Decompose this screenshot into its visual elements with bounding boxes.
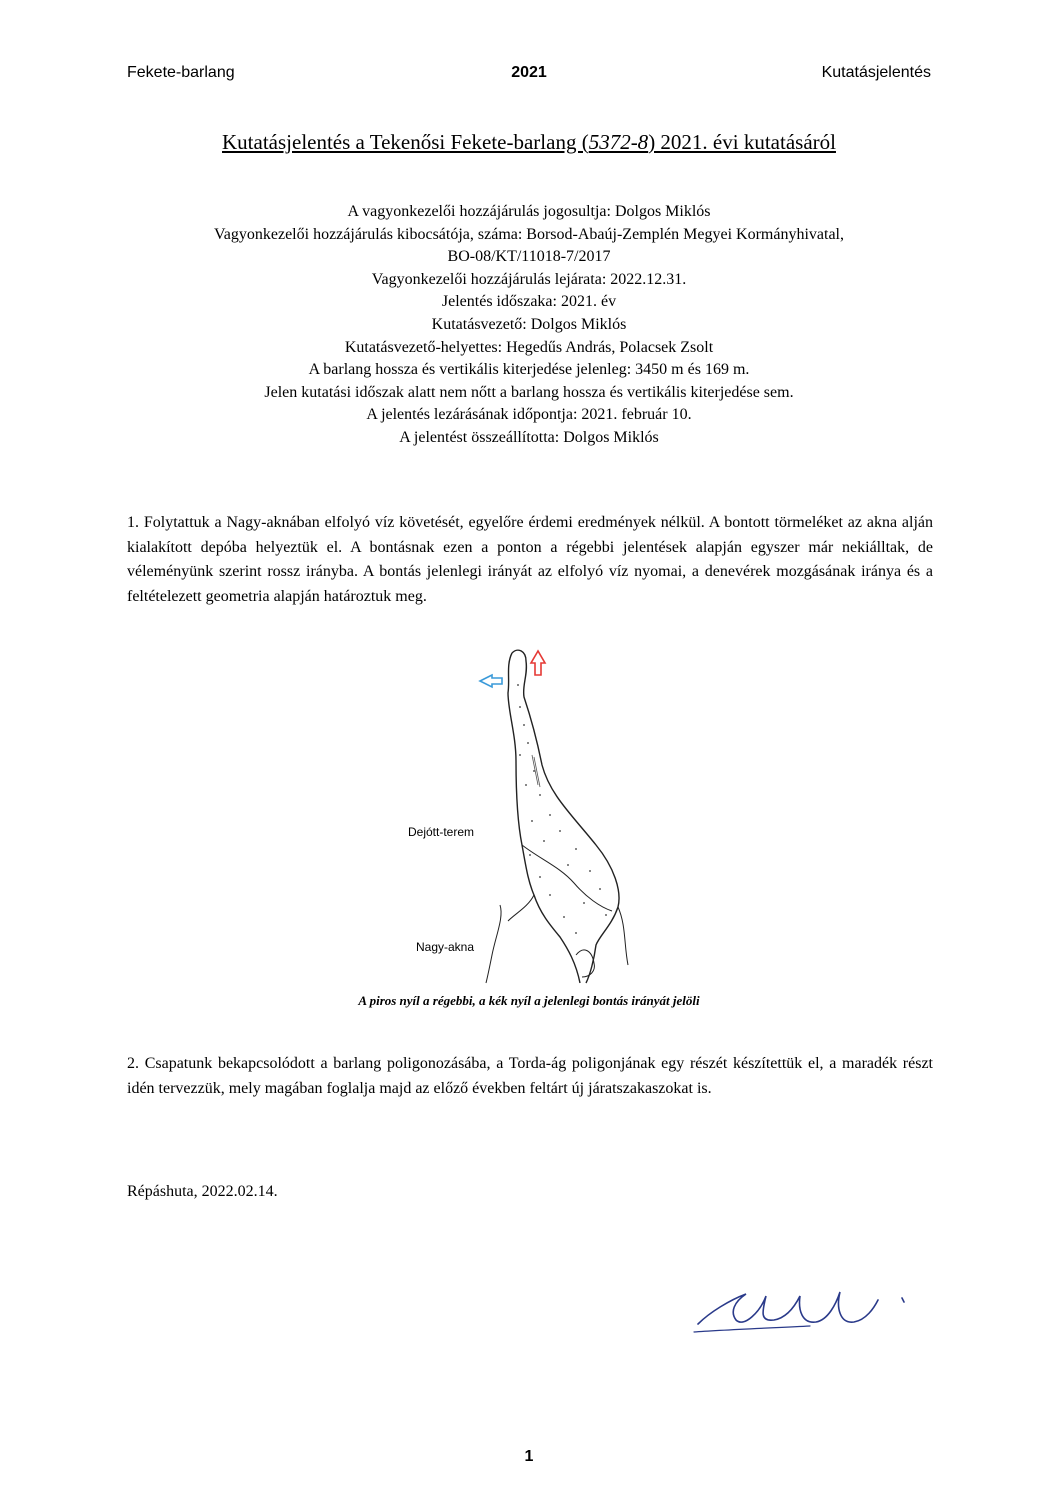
meta-line: Vagyonkezelői hozzájárulás lejárata: 2022.12.31.	[371, 270, 687, 288]
meta-line: A vagyonkezelői hozzájárulás jogosultja: Dolgos Miklós	[347, 203, 711, 220]
signature	[690, 1272, 920, 1342]
metadata-block	[0, 201, 1058, 450]
meta-line: Jelentés időszaka: 2021. év	[441, 293, 617, 311]
meta-line: A jelentés lezárásának időpontja: 2021. február 10.	[366, 406, 692, 424]
place-date: Répáshuta, 2022.02.14.	[127, 1183, 278, 1200]
meta-line: BO-08/KT/11018-7/2017	[447, 248, 611, 266]
paragraph-1: 1. Folytattuk a Nagy-aknában elfolyó víz követését, egyelőre érdemi eredmények nélkül. A bontott törmeléket az akna alján kialakított depóba helyeztük el. A bontásnak ezen a ponton a régebbi jelentések alapján egyszer már nekiálltak, de véleményünk szerint rossz irányba. A bontás jelenlegi irányát az elfolyó víz nyomai, a denevérek mozgásának iránya és a feltételezett geometria alapján határoztuk meg.	[127, 514, 933, 605]
stipple-dots	[517, 684, 607, 934]
label-dejott-terem: Dejótt-terem	[408, 825, 475, 839]
label-nagy-akna: Nagy-akna	[416, 940, 475, 954]
meta-line: Kutatásvezető-helyettes: Hegedűs András, Polacsek Zsolt	[344, 338, 714, 356]
title-part1: Kutatásjelentés a Tekenősi Fekete-barlang (	[222, 130, 589, 154]
meta-line: Vagyonkezelői hozzájárulás kibocsátója, száma: Borsod-Abaúj-Zemplén Megyei Kormányhivatal,	[213, 225, 844, 243]
title-part2: ) 2021. évi kutatásáról	[648, 130, 836, 154]
header-year: 2021	[511, 64, 547, 81]
paragraph-2: 2. Csapatunk bekapcsolódott a barlang poligonozásába, a Torda-ág poligonjának egy részét készítettük el, a maradék részt idén tervezzük, mely magában foglalja majd az előző években feltárt új járatszakaszokat is.	[127, 1055, 933, 1097]
meta-line: Kutatásvezető: Dolgos Miklós	[431, 315, 627, 333]
cave-map-drawing	[400, 645, 660, 985]
meta-line: Jelen kutatási időszak alatt nem nőtt a barlang hossza és vertikális kiterjedése sem.	[264, 383, 794, 401]
meta-line: A jelentést összeállította: Dolgos Miklós	[399, 428, 659, 446]
cave-map-figure	[400, 645, 660, 985]
red-arrow-icon	[531, 651, 545, 675]
figure-caption: A piros nyíl a régebbi, a kék nyíl a jelenlegi bontás irányát jelöli	[358, 993, 700, 1008]
title-code: 5372-8	[588, 130, 649, 154]
document-title	[0, 130, 1058, 155]
header-right: Kutatásjelentés	[821, 64, 931, 81]
page-number: 1	[524, 1448, 534, 1465]
meta-line: A barlang hossza és vertikális kiterjedése jelenleg: 3450 m és 169 m.	[308, 361, 750, 379]
header-left: Fekete-barlang	[127, 64, 235, 81]
blue-arrow-icon	[480, 675, 502, 687]
